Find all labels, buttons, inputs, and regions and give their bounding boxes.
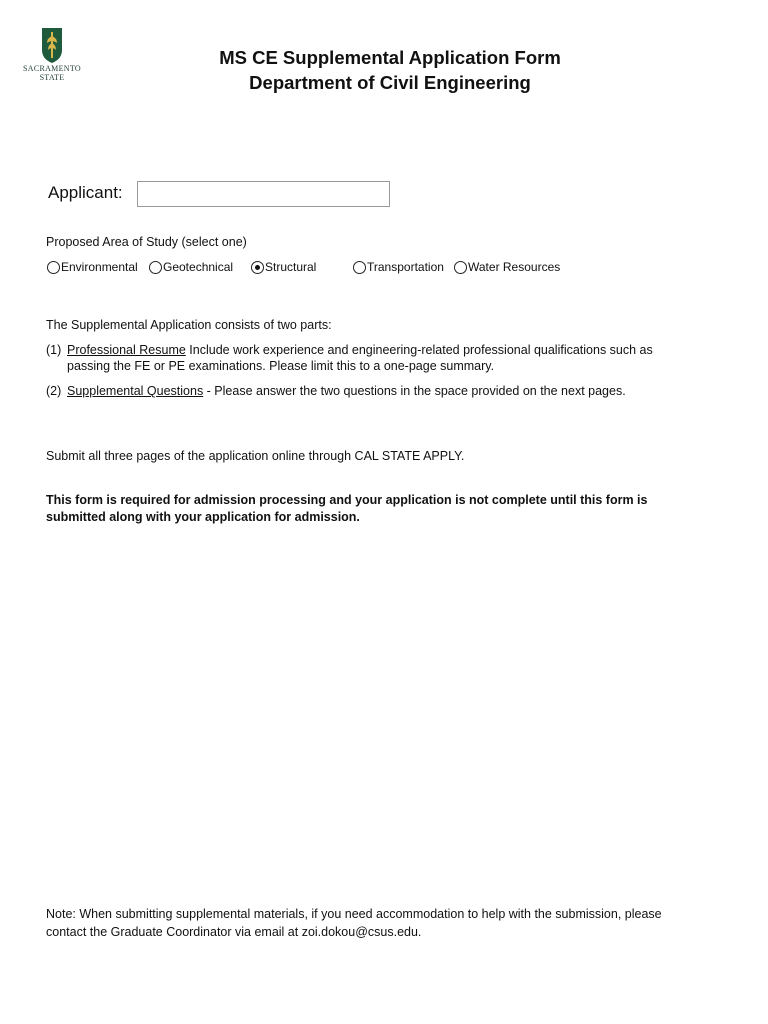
part-2-title: Supplemental Questions (67, 384, 204, 398)
submit-instruction: Submit all three pages of the application online through CAL STATE APPLY. (46, 449, 465, 463)
radio-environmental-label: Environmental (61, 260, 138, 274)
radio-structural[interactable] (251, 260, 316, 274)
form-title-line1: MS CE Supplemental Application Form (219, 47, 561, 68)
radio-water-resources-circle[interactable] (454, 261, 467, 274)
radio-transportation-label: Transportation (367, 260, 444, 274)
logo-text-state: STATE (39, 73, 65, 82)
required-notice: This form is required for admission processing and your application is not complete until this form is submitted along with your application for admission. (46, 493, 648, 524)
accommodation-note: Note: When submitting supplemental materials, if you need accommodation to help with the submission, please contact the Graduate Coordinator via email at zoi.dokou@csus.edu. (46, 907, 662, 939)
radio-geotechnical[interactable] (149, 260, 233, 274)
radio-water-resources-label: Water Resources (468, 260, 561, 274)
radio-geotechnical-circle[interactable] (149, 261, 162, 274)
part-1-description (67, 342, 697, 374)
part-2-text: - Please answer the two questions in the space provided on the next pages. (203, 384, 626, 398)
part-1-text: Include work experience and engineering-related professional qualifications such as passing the FE or PE examinations. Please limit this to a one-page summary. (67, 343, 653, 373)
parts-intro: The Supplemental Application consists of two parts: (46, 318, 332, 332)
radio-environmental-circle[interactable] (47, 261, 60, 274)
radio-structural-label: Structural (265, 260, 317, 274)
radio-transportation[interactable] (353, 260, 444, 274)
radio-water-resources[interactable] (454, 260, 560, 274)
radio-structural-circle[interactable] (251, 261, 264, 274)
applicant-input[interactable] (137, 181, 390, 207)
part-1-number: (1) (46, 343, 62, 357)
form-title (0, 45, 768, 95)
study-area-label: Proposed Area of Study (select one) (46, 235, 247, 249)
form-title-line2: Department of Civil Engineering (249, 72, 531, 93)
applicant-label: Applicant: (48, 183, 123, 202)
part-1-title: Professional Resume (67, 343, 186, 357)
radio-environmental[interactable] (47, 260, 138, 274)
radio-geotechnical-label: Geotechnical (163, 260, 234, 274)
part-2-number: (2) (46, 384, 62, 398)
radio-selected-dot (255, 265, 260, 270)
logo-text-sacramento: SACRAMENTO (23, 64, 81, 73)
part-2-description (67, 383, 707, 399)
radio-transportation-circle[interactable] (353, 261, 366, 274)
